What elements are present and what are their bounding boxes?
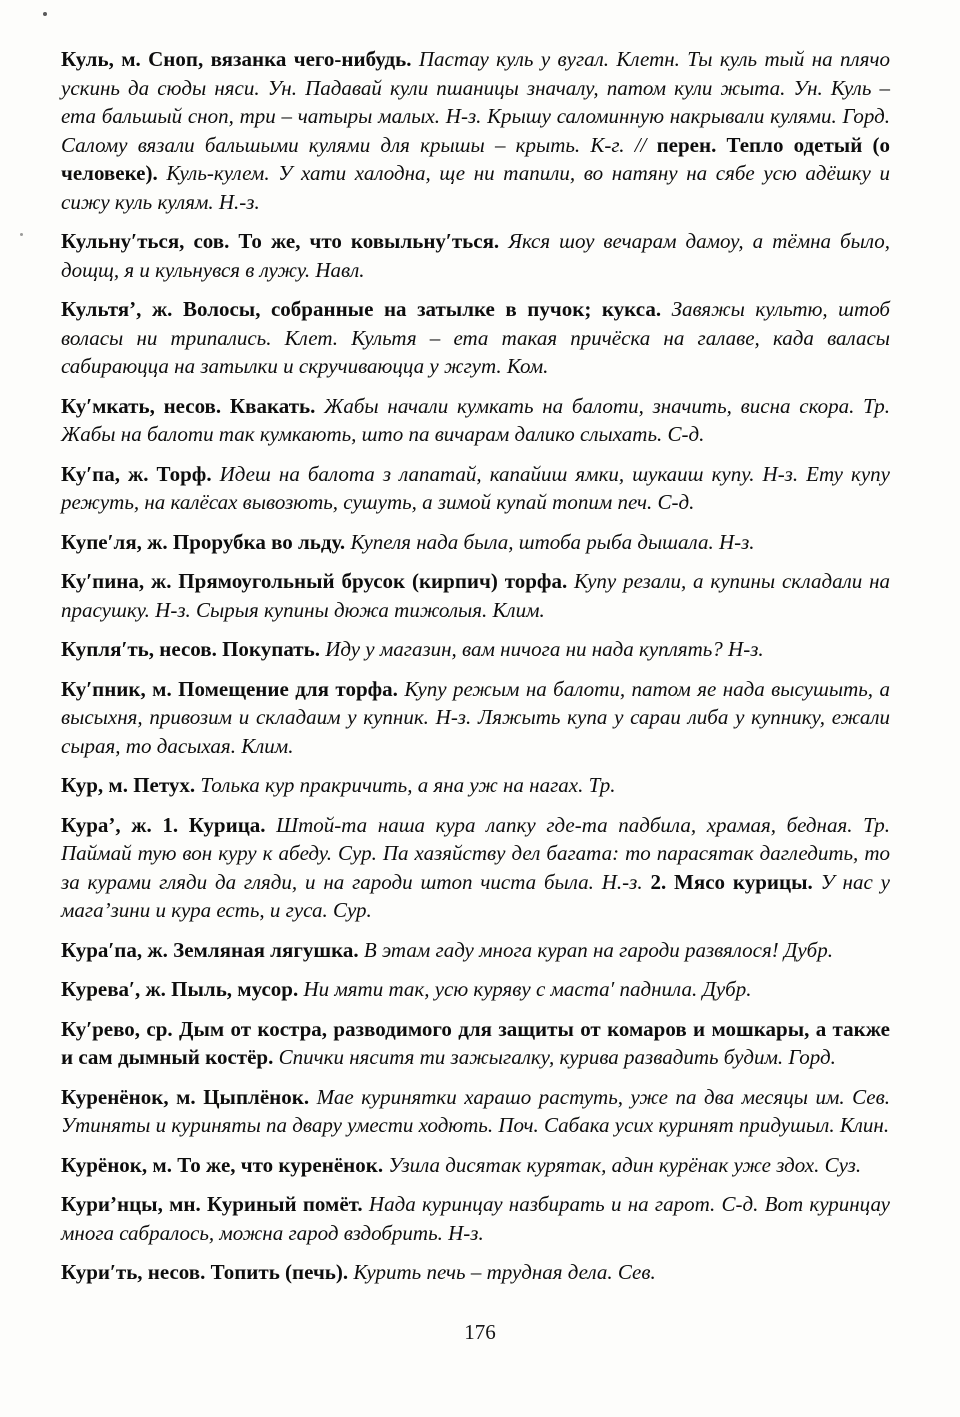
dictionary-entry [61, 635, 890, 664]
entry-headword-text: Курева′, ж. Пыль, мусор. [61, 977, 304, 1001]
entry-citation-text: Ни мяти так, усю куряву с маста′ паднила. Дубр. [303, 977, 752, 1001]
dictionary-entry [61, 528, 890, 557]
dictionary-entry [61, 45, 890, 216]
entries-container [61, 45, 890, 1287]
entry-headword-text: Ку′пина, ж. Прямоугольный брусок (кирпич) торфа. [61, 569, 575, 593]
dictionary-entry [61, 1258, 890, 1287]
dictionary-entry [61, 811, 890, 925]
entry-citation-text: Мае куринятки харашо растуть, уже па два месяцы им. Сев. Утиняты и куриняты па двару умести ходють. Поч. Сабака усих куринят придушыл. Клин. [61, 1084, 890, 1137]
entry-headword-text: Ку′мкать, несов. Квакать. [61, 393, 325, 418]
entry-headword-text: Кури’нцы, мн. Куриный помёт. [61, 1192, 369, 1216]
dictionary-entry [61, 567, 890, 624]
entry-headword-text: Культя’, ж. Волосы, собранные на затылке в пучок; кукса. [61, 297, 672, 321]
entry-citation-text: Иду у магазин, вам ничога ни нада куплять? Н-з. [325, 637, 764, 661]
entry-citation-text: Завяжы культю, штоб воласы ни трипались. Клет. Культя – ета такая причёска на галаве, када валасы сабираюцца на затылки и скручиваюцца у жгут. Ком. [61, 297, 890, 378]
entry-citation-text: Узила дисятак курятак, адин курёнак уже здох. Суз. [388, 1152, 862, 1177]
entry-headword-text: перен. Тепло одетый (о человеке). [61, 132, 890, 185]
entry-citation-text: Курить печь – трудная дела. Сев. [353, 1260, 656, 1284]
dictionary-entry [61, 227, 890, 284]
dictionary-entry [61, 295, 890, 381]
entry-citation-text: Купеля нада была, штоба рыба дышала. Н-з. [350, 529, 755, 554]
entry-citation-text: Жабы начали кумкать на балоти, значить, висна скора. Тр. Жабы на балоти так кумкають, што па вичарам далико слыхать. С-д. [61, 393, 890, 446]
entry-citation-text: Спички няситя ти зажыгалку, курива развадить будим. Горд. [278, 1045, 836, 1069]
entry-citation-text: Идеш на балота з лапатай, капайиш ямки, шукаиш купу. Н-з. Ету купу режуть, на калёсах вывозють, сушуть, а зимой купай топим печ. С-д. [61, 461, 890, 514]
entry-citation-text: Пастау куль у вугал. Клетн. Ты куль тый на плячо ускинь да сюды няси. Ун. Падавай кули пшаницы значалу, патом кули жыта. Ун. Куль – ета бальшый сноп, три – чатыры малых. Н-з. Крышу саломинную накрывали кулями. Горд. Салому вязали бальшыми кулями для крышы – крыть. К-г. // [61, 47, 890, 157]
dictionary-entry [61, 1015, 890, 1072]
entry-headword-text: Купля′ть, несов. Покупать. [61, 637, 326, 661]
entry-citation-text: Штой-та наша кура лапку где-та падбила, храмая, бедная. Тр. Паймай тую вон куру к абеду. Сур. Па хазяйству дел багата: то парасятак дагледить, то за курами гляди да гляди, и на гароди штоп чиста была. Н.-з. [61, 812, 891, 894]
entry-citation-text: Толька кур пракричить, а яна уж на нагах. Тр. [200, 773, 616, 797]
entry-citation-text: Куль-кулем. У хати халодна, ще ни тапили, во натяну на сябе усю адёшку и сижу куль кулям. Н.-з. [61, 161, 890, 214]
entry-headword-text: Кур, м. Петух. [61, 773, 201, 797]
entry-citation-text: Якся шоу вечарам дамоу, а тёмна было, дощщ, я и кульнувся в лужу. Навл. [61, 229, 890, 282]
entry-headword-text: 2. Мясо курицы. [650, 869, 821, 894]
dictionary-entry [61, 1190, 890, 1247]
dictionary-entry [61, 936, 890, 965]
scan-speck [43, 12, 47, 16]
entry-citation-text: В этам гаду многа курап на гароди развялося! Дубр. [363, 937, 833, 962]
dictionary-entry [61, 975, 890, 1004]
entry-headword-text: Кура’, ж. 1. Курица. [61, 812, 277, 837]
dictionary-entry [61, 1151, 890, 1180]
entry-headword-text: Ку′пник, м. Помещение для торфа. [61, 676, 405, 701]
entry-headword-text: Кури′ть, несов. Топить (печь). [61, 1260, 354, 1284]
entry-headword-text: Куль, м. Сноп, вязанка чего-нибудь. [61, 47, 419, 71]
entry-headword-text: Ку′рево, ср. Дым от костра, разводимого для защиты от комаров и мошкары, а также и сам дымный костёр. [61, 1016, 890, 1069]
entry-headword-text: Кульну′ться, сов. То же, что ковыльну′ться. [61, 229, 509, 253]
entry-headword-text: Ку′па, ж. Торф. [61, 461, 220, 486]
dictionary-entry [61, 771, 890, 800]
dictionary-entry [61, 392, 890, 449]
page-number: 176 [464, 1320, 496, 1344]
entry-headword-text: Купе′ля, ж. Прорубка во льду. [61, 529, 351, 554]
entry-citation-text: Купу режым на балоти, патом яе нада высушыть, а высыхня, привозим и складаим у купник. Н-з. Ляжыть купа у сараи либа у купнику, ежали сырая, то дасыхая. Клим. [61, 676, 890, 758]
dictionary-entry [61, 460, 890, 517]
entry-headword-text: Курёнок, м. То же, что куренёнок. [61, 1152, 389, 1177]
dictionary-entry [61, 1083, 890, 1140]
scan-speck [20, 233, 23, 236]
dictionary-entry [61, 675, 890, 761]
entry-citation-text: У нас у мага’зини и кура есть, и гуса. Сур. [61, 869, 890, 922]
entry-headword-text: Кура′па, ж. Земляная лягушка. [61, 937, 364, 962]
entry-citation-text: Нада куринцау назбирать и на гарот. С-д. Вот куринцау многа сабралось, можна гарод вздобрить. Н-з. [61, 1192, 890, 1245]
entry-citation-text: Купу резали, а купины складали на прасушку. Н-з. Сырыя купины дюжа тижолыя. Клим. [61, 569, 890, 622]
entry-headword-text: Куренёнок, м. Цыплёнок. [61, 1084, 317, 1109]
